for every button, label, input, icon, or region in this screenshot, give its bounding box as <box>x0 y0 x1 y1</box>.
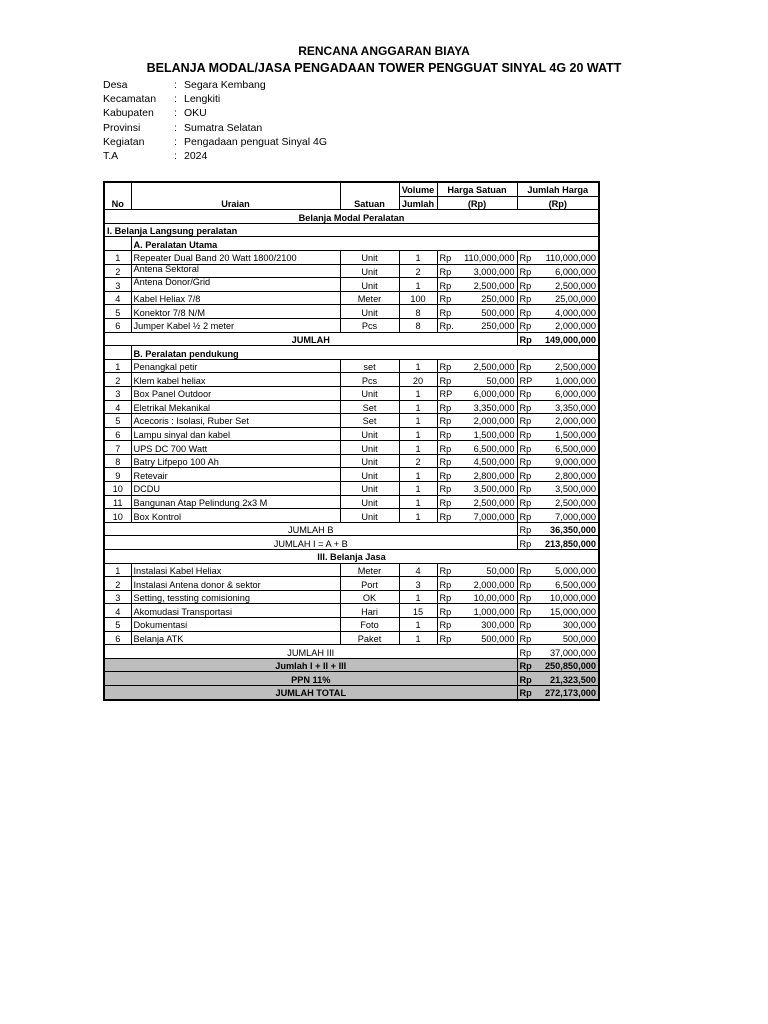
info-value: OKU <box>184 107 207 120</box>
item-no: 4 <box>104 604 131 618</box>
item-harga-currency: Rp <box>437 454 457 468</box>
item-volume: 2 <box>399 264 437 278</box>
item-harga-satuan: 2,500,000 <box>457 359 517 373</box>
item-volume: 1 <box>399 386 437 400</box>
item-jumlah-currency: Rp <box>517 604 535 618</box>
item-jumlah-harga: 5,000,000 <box>535 563 599 577</box>
item-harga-satuan: 7,000,000 <box>457 509 517 523</box>
item-harga-currency: Rp <box>437 359 457 373</box>
document-subtitle: BELANJA MODAL/JASA PENGADAAN TOWER PENGGUAT SINYAL 4G 20 WATT <box>146 61 622 75</box>
item-volume: 1 <box>399 631 437 645</box>
item-harga-satuan: 110,000,000 <box>457 250 517 264</box>
item-jumlah-harga: 10,000,000 <box>535 590 599 604</box>
item-harga-currency: Rp <box>437 278 457 292</box>
item-uraian: Antena Donor/Grid <box>131 278 340 292</box>
item-jumlah-currency: Rp <box>517 400 535 414</box>
table-row <box>104 468 599 482</box>
item-harga-satuan: 3,000,000 <box>457 264 517 278</box>
item-jumlah-harga: 1,500,000 <box>535 427 599 441</box>
item-no: 2 <box>104 373 131 387</box>
item-uraian: UPS DC 700 Watt <box>131 441 340 455</box>
item-harga-satuan: 1,000,000 <box>457 604 517 618</box>
table-row <box>104 495 599 509</box>
table-row <box>104 482 599 496</box>
item-harga-satuan: 50,000 <box>457 563 517 577</box>
subtotal-label: JUMLAH B <box>104 522 517 536</box>
item-harga-currency: Rp <box>437 495 457 509</box>
header-jumlah-harga: Jumlah Harga <box>517 182 599 196</box>
item-jumlah-harga: 1,000,000 <box>535 373 599 387</box>
item-harga-currency: Rp <box>437 414 457 428</box>
item-satuan: set <box>340 359 399 373</box>
group-peralatan-utama: A. Peralatan Utama <box>131 237 599 251</box>
item-uraian: Kabel Heliax 7/8 <box>131 291 340 305</box>
item-uraian: DCDU <box>131 482 340 496</box>
table-row <box>104 318 599 332</box>
item-harga-satuan: 10,00,000 <box>457 590 517 604</box>
item-jumlah-harga: 2,000,000 <box>535 318 599 332</box>
item-no: 4 <box>104 291 131 305</box>
item-uraian: Instalasi Antena donor & sektor <box>131 577 340 591</box>
item-harga-currency: Rp <box>437 631 457 645</box>
info-label: Desa <box>103 79 128 91</box>
item-harga-currency: Rp <box>437 563 457 577</box>
item-no: 4 <box>104 400 131 414</box>
header-rp-jumlah: (Rp) <box>517 196 599 210</box>
item-uraian: Lampu sinyal dan kabel <box>131 427 340 441</box>
table-row <box>104 278 599 292</box>
group-spacer <box>104 237 131 251</box>
item-harga-currency: Rp <box>437 577 457 591</box>
subtotal-value: 149,000,000 <box>535 332 599 346</box>
item-harga-currency: Rp <box>437 590 457 604</box>
item-volume: 1 <box>399 359 437 373</box>
item-no: 3 <box>104 590 131 604</box>
total-row <box>104 658 599 672</box>
item-jumlah-currency: Rp <box>517 495 535 509</box>
table-row <box>104 305 599 319</box>
item-harga-satuan: 2,500,000 <box>457 495 517 509</box>
item-harga-satuan: 2,000,000 <box>457 577 517 591</box>
item-volume: 8 <box>399 318 437 332</box>
info-value: Pengadaan penguat Sinyal 4G <box>184 135 328 148</box>
item-uraian: Antena Sektoral <box>131 264 340 278</box>
total-value: 250,850,000 <box>535 658 599 672</box>
table-row <box>104 386 599 400</box>
item-jumlah-harga: 2,500,000 <box>535 278 599 292</box>
item-volume: 1 <box>399 509 437 523</box>
item-uraian: Klem kabel heliax <box>131 373 340 387</box>
info-value: Segara Kembang <box>184 79 266 91</box>
table-row <box>104 577 599 591</box>
item-satuan: Paket <box>340 631 399 645</box>
item-harga-satuan: 4,500,000 <box>457 454 517 468</box>
total-row <box>104 685 599 699</box>
item-jumlah-currency: Rp <box>517 618 535 632</box>
item-uraian: Setting, tessting comisioning <box>131 590 340 604</box>
item-satuan: Meter <box>340 291 399 305</box>
item-satuan: Foto <box>340 618 399 632</box>
item-jumlah-harga: 4,000,000 <box>535 305 599 319</box>
item-no: 3 <box>104 278 131 292</box>
info-row <box>103 106 327 120</box>
item-satuan: Unit <box>340 427 399 441</box>
item-volume: 1 <box>399 441 437 455</box>
item-satuan: Unit <box>340 482 399 496</box>
table-row <box>104 359 599 373</box>
total-label: JUMLAH TOTAL <box>104 685 517 699</box>
item-volume: 1 <box>399 278 437 292</box>
item-jumlah-currency: Rp <box>517 563 535 577</box>
item-volume: 8 <box>399 305 437 319</box>
table-row <box>104 400 599 414</box>
table-row <box>104 454 599 468</box>
item-no: 5 <box>104 305 131 319</box>
item-harga-satuan: 2,800,000 <box>457 468 517 482</box>
item-jumlah-currency: Rp <box>517 386 535 400</box>
subtotal-row <box>104 332 599 346</box>
item-volume: 2 <box>399 454 437 468</box>
item-jumlah-harga: 6,000,000 <box>535 386 599 400</box>
item-volume: 15 <box>399 604 437 618</box>
item-harga-currency: RP <box>437 386 457 400</box>
table-row <box>104 563 599 577</box>
item-jumlah-harga: 15,000,000 <box>535 604 599 618</box>
info-value: Sumatra Selatan <box>184 121 263 134</box>
item-volume: 1 <box>399 468 437 482</box>
info-colon: : <box>174 79 177 91</box>
table-row <box>104 441 599 455</box>
item-harga-currency: Rp <box>437 468 457 482</box>
item-volume: 20 <box>399 373 437 387</box>
item-jumlah-currency: Rp <box>517 359 535 373</box>
item-satuan: Unit <box>340 509 399 523</box>
item-no: 11 <box>104 495 131 509</box>
item-jumlah-currency: Rp <box>517 250 535 264</box>
subtotal-value: 213,850,000 <box>535 536 599 550</box>
total-value: 21,323,500 <box>535 672 599 686</box>
item-harga-satuan: 500,000 <box>457 305 517 319</box>
item-jumlah-harga: 2,500,000 <box>535 495 599 509</box>
item-jumlah-harga: 300,000 <box>535 618 599 632</box>
item-harga-satuan: 500,000 <box>457 631 517 645</box>
item-harga-currency: Rp <box>437 509 457 523</box>
info-value: Lengkiti <box>184 93 221 106</box>
item-no: 1 <box>104 250 131 264</box>
table-row <box>104 618 599 632</box>
item-harga-satuan: 3,350,000 <box>457 400 517 414</box>
item-satuan: Set <box>340 400 399 414</box>
item-jumlah-currency: Rp <box>517 318 535 332</box>
table-row <box>104 427 599 441</box>
subtotal-currency: Rp <box>517 536 535 550</box>
item-no: 5 <box>104 414 131 428</box>
item-harga-satuan: 2,000,000 <box>457 414 517 428</box>
group-peralatan-pendukung: B. Peralatan pendukung <box>131 346 599 360</box>
table-row <box>104 264 599 278</box>
item-jumlah-harga: 2,800,000 <box>535 468 599 482</box>
item-no: 6 <box>104 427 131 441</box>
item-uraian: Batry Lifpepo 100 Ah <box>131 454 340 468</box>
item-uraian: Repeater Dual Band 20 Watt 1800/2100 <box>131 250 340 264</box>
item-volume: 1 <box>399 414 437 428</box>
subtotal-row <box>104 522 599 536</box>
item-volume: 100 <box>399 291 437 305</box>
item-harga-currency: Rp <box>437 373 457 387</box>
subtotal-row <box>104 645 599 659</box>
item-jumlah-harga: 9,000,000 <box>535 454 599 468</box>
item-satuan: Unit <box>340 305 399 319</box>
item-uraian: Eletrikal Mekanikal <box>131 400 340 414</box>
item-uraian: Box Kontrol <box>131 509 340 523</box>
subtotal-row <box>104 536 599 550</box>
header-satuan: Satuan <box>340 182 399 210</box>
item-satuan: OK <box>340 590 399 604</box>
budget-table <box>103 181 600 701</box>
info-row <box>103 78 327 92</box>
item-no: 8 <box>104 454 131 468</box>
item-uraian: Bangunan Atap Pelindung 2x3 M <box>131 495 340 509</box>
item-harga-currency: Rp <box>437 264 457 278</box>
document-title: RENCANA ANGGARAN BIAYA <box>298 44 470 58</box>
item-harga-satuan: 3,500,000 <box>457 482 517 496</box>
item-satuan: Unit <box>340 495 399 509</box>
item-jumlah-harga: 25,00,000 <box>535 291 599 305</box>
header-rp-harga: (Rp) <box>437 196 517 210</box>
total-currency: Rp <box>517 672 535 686</box>
item-no: 7 <box>104 441 131 455</box>
item-jumlah-currency: Rp <box>517 468 535 482</box>
group-row <box>104 237 599 251</box>
total-value: 272,173,000 <box>535 685 599 699</box>
table-row <box>104 373 599 387</box>
item-jumlah-currency: Rp <box>517 264 535 278</box>
item-jumlah-currency: Rp <box>517 482 535 496</box>
section-belanja-modal: Belanja Modal Peralatan <box>104 210 599 224</box>
info-label: Provinsi <box>103 121 141 134</box>
item-volume: 1 <box>399 482 437 496</box>
item-jumlah-harga: 7,000,000 <box>535 509 599 523</box>
total-label: Jumlah I + II + III <box>104 658 517 672</box>
info-label: Kabupaten <box>103 107 154 120</box>
item-jumlah-currency: Rp <box>517 509 535 523</box>
info-label: Kecamatan <box>103 93 157 106</box>
header-uraian: Uraian <box>131 182 340 210</box>
item-harga-currency: Rp <box>437 250 457 264</box>
item-harga-currency: Rp <box>437 400 457 414</box>
item-jumlah-currency: Rp <box>517 305 535 319</box>
item-satuan: Unit <box>340 454 399 468</box>
table-row <box>104 414 599 428</box>
group-spacer <box>104 346 131 360</box>
subtotal-label: JUMLAH <box>104 332 517 346</box>
item-harga-satuan: 250,000 <box>457 291 517 305</box>
table-row <box>104 604 599 618</box>
header-volume: Volume <box>399 182 437 196</box>
item-uraian: Acecoris : Isolasi, Ruber Set <box>131 414 340 428</box>
total-label: PPN 11% <box>104 672 517 686</box>
subtotal-label: JUMLAH III <box>104 645 517 659</box>
item-harga-currency: Rp <box>437 618 457 632</box>
item-no: 10 <box>104 509 131 523</box>
item-satuan: Pcs <box>340 373 399 387</box>
item-satuan: Unit <box>340 386 399 400</box>
item-volume: 4 <box>399 563 437 577</box>
info-row <box>103 92 327 106</box>
header-harga-satuan: Harga Satuan <box>437 182 517 196</box>
item-volume: 1 <box>399 400 437 414</box>
subtotal-label: JUMLAH I = A + B <box>104 536 517 550</box>
item-jumlah-currency: Rp <box>517 631 535 645</box>
total-currency: Rp <box>517 685 535 699</box>
item-jumlah-harga: 6,500,000 <box>535 441 599 455</box>
item-no: 1 <box>104 359 131 373</box>
item-jumlah-currency: Rp <box>517 577 535 591</box>
info-colon: : <box>174 93 177 106</box>
item-uraian: Dokumentasi <box>131 618 340 632</box>
item-satuan: Unit <box>340 441 399 455</box>
item-jumlah-currency: RP <box>517 373 535 387</box>
item-uraian: Akomudasi Transportasi <box>131 604 340 618</box>
item-jumlah-currency: Rp <box>517 441 535 455</box>
item-jumlah-currency: Rp <box>517 291 535 305</box>
project-info <box>103 78 327 163</box>
item-no: 1 <box>104 563 131 577</box>
info-row <box>103 135 327 149</box>
table-row <box>104 509 599 523</box>
item-volume: 3 <box>399 577 437 591</box>
item-volume: 1 <box>399 427 437 441</box>
subtotal-value: 37,000,000 <box>535 645 599 659</box>
item-harga-satuan: 2,500,000 <box>457 278 517 292</box>
info-colon: : <box>174 121 177 134</box>
item-jumlah-currency: Rp <box>517 454 535 468</box>
table-row <box>104 291 599 305</box>
item-no: 5 <box>104 618 131 632</box>
item-harga-currency: Rp. <box>437 318 457 332</box>
item-harga-satuan: 300,000 <box>457 618 517 632</box>
info-colon: : <box>174 135 177 148</box>
info-colon: : <box>174 107 177 120</box>
subtotal-currency: Rp <box>517 522 535 536</box>
item-no: 2 <box>104 264 131 278</box>
item-no: 10 <box>104 482 131 496</box>
item-satuan: Set <box>340 414 399 428</box>
item-satuan: Pcs <box>340 318 399 332</box>
item-satuan: Unit <box>340 278 399 292</box>
info-label: T.A <box>103 149 119 162</box>
item-harga-currency: Rp <box>437 305 457 319</box>
item-volume: 1 <box>399 590 437 604</box>
group-row <box>104 346 599 360</box>
item-uraian: Retevair <box>131 468 340 482</box>
group-belanja-jasa: III. Belanja Jasa <box>104 550 599 564</box>
info-colon: : <box>174 149 177 162</box>
item-jumlah-harga: 3,350,000 <box>535 400 599 414</box>
item-satuan: Port <box>340 577 399 591</box>
item-harga-currency: Rp <box>437 441 457 455</box>
item-uraian: Penangkal petir <box>131 359 340 373</box>
info-label: Kegiatan <box>103 135 145 148</box>
table-row <box>104 631 599 645</box>
item-jumlah-harga: 2,500,000 <box>535 359 599 373</box>
item-uraian: Belanja ATK <box>131 631 340 645</box>
item-jumlah-currency: Rp <box>517 278 535 292</box>
item-jumlah-currency: Rp <box>517 590 535 604</box>
item-no: 3 <box>104 386 131 400</box>
item-no: 2 <box>104 577 131 591</box>
info-row <box>103 121 327 135</box>
item-harga-satuan: 1,500,000 <box>457 427 517 441</box>
item-jumlah-currency: Rp <box>517 414 535 428</box>
item-volume: 1 <box>399 495 437 509</box>
subtotal-value: 36,350,000 <box>535 522 599 536</box>
subtotal-currency: Rp <box>517 645 535 659</box>
item-satuan: Meter <box>340 563 399 577</box>
item-harga-satuan: 6,000,000 <box>457 386 517 400</box>
info-row <box>103 149 327 163</box>
item-uraian: Instalasi Kabel Heliax <box>131 563 340 577</box>
item-harga-currency: Rp <box>437 291 457 305</box>
header-no: No <box>104 182 131 210</box>
info-value: 2024 <box>184 149 208 162</box>
item-harga-satuan: 250,000 <box>457 318 517 332</box>
item-satuan: Hari <box>340 604 399 618</box>
item-jumlah-harga: 6,500,000 <box>535 577 599 591</box>
item-harga-satuan: 6,500,000 <box>457 441 517 455</box>
subtotal-currency: Rp <box>517 332 535 346</box>
item-satuan: Unit <box>340 468 399 482</box>
item-uraian: Jumper Kabel ½ 2 meter <box>131 318 340 332</box>
item-harga-currency: Rp <box>437 482 457 496</box>
item-no: 6 <box>104 631 131 645</box>
item-harga-satuan: 50,000 <box>457 373 517 387</box>
table-row <box>104 590 599 604</box>
item-satuan: Unit <box>340 250 399 264</box>
item-harga-currency: Rp <box>437 604 457 618</box>
item-jumlah-harga: 110,000,000 <box>535 250 599 264</box>
item-jumlah-currency: Rp <box>517 427 535 441</box>
table-row <box>104 250 599 264</box>
item-harga-currency: Rp <box>437 427 457 441</box>
item-no: 6 <box>104 318 131 332</box>
item-volume: 1 <box>399 250 437 264</box>
item-satuan: Unit <box>340 264 399 278</box>
item-jumlah-harga: 3,500,000 <box>535 482 599 496</box>
item-no: 9 <box>104 468 131 482</box>
header-jumlah: Jumlah <box>399 196 437 210</box>
item-jumlah-harga: 2,000,000 <box>535 414 599 428</box>
item-volume: 1 <box>399 618 437 632</box>
item-uraian: Konektor 7/8 N/M <box>131 305 340 319</box>
item-uraian: Box Panel Outdoor <box>131 386 340 400</box>
total-currency: Rp <box>517 658 535 672</box>
item-jumlah-harga: 500,000 <box>535 631 599 645</box>
section-belanja-langsung: I. Belanja Langsung peralatan <box>104 223 599 237</box>
total-row <box>104 672 599 686</box>
group-row <box>104 550 599 564</box>
item-jumlah-harga: 6,000,000 <box>535 264 599 278</box>
